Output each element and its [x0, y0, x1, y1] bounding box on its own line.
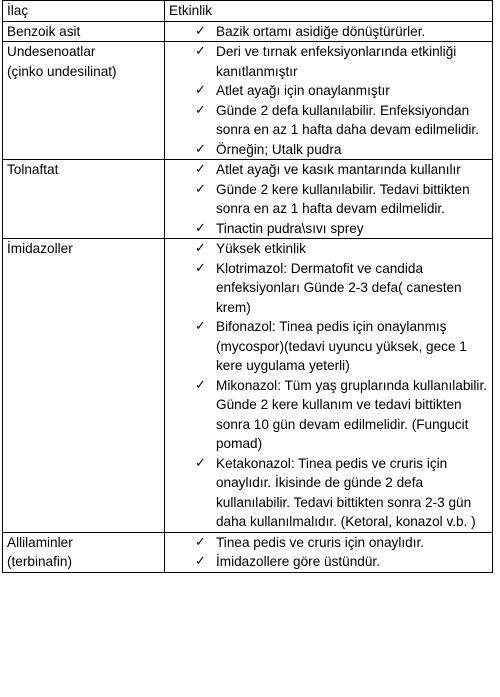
table-row [3, 21, 493, 42]
effect-list [169, 160, 492, 238]
table-row [3, 160, 493, 239]
effect-list [169, 42, 492, 159]
effect-cell [165, 21, 493, 42]
check-mark-icon: ✓ [195, 260, 206, 276]
check-mark-icon: ✓ [195, 455, 206, 471]
effect-list [169, 533, 492, 572]
effect-text: Ketakonazol: Tinea pedis ve cruris için onaylıdır. İkisinde de günde 2 defa kullanılabilir. Tedavi bittikten sonra 2-3 gün daha kullanılmalıdır. (Ketoral, konazol v.b. ) [216, 455, 476, 529]
check-mark-icon: ✓ [195, 377, 206, 393]
list-item [169, 552, 492, 572]
drug-subtitle: (çinko undesilinat) [7, 63, 117, 79]
check-mark-icon: ✓ [195, 319, 206, 334]
list-item [169, 42, 492, 81]
check-mark-icon: ✓ [195, 23, 206, 39]
list-item [169, 317, 492, 376]
list-item [169, 376, 492, 454]
header-drug: İlaç [3, 1, 165, 22]
list-item [169, 160, 492, 180]
check-mark-icon: ✓ [195, 220, 206, 236]
list-item [169, 101, 492, 140]
effect-text: Bifonazol: Tinea pedis için onaylanmış (mycospor)(tedavi uyuncu yüksek, gece 1 kere uygulama yeterli) [216, 319, 467, 373]
check-mark-icon: ✓ [195, 141, 206, 157]
check-mark-icon: ✓ [195, 102, 206, 118]
drug-name: Allilaminler [7, 534, 73, 550]
effect-text: Yüksek etkinlik [216, 241, 306, 256]
effect-text: Bazik ortamı asidiğe dönüştürürler. [216, 23, 426, 39]
table-row [3, 239, 493, 533]
effect-cell [165, 239, 493, 533]
list-item [169, 140, 492, 160]
effect-text: Atlet ayağı için onaylanmıştır [216, 83, 390, 98]
drug-subtitle: (terbinafin) [7, 554, 72, 569]
drug-name: Benzoik asit [7, 23, 81, 39]
check-mark-icon: ✓ [195, 83, 206, 98]
drug-name: Tolnaftat [7, 162, 59, 177]
check-mark-icon: ✓ [195, 44, 206, 59]
list-item [169, 454, 492, 532]
check-mark-icon: ✓ [195, 162, 206, 177]
check-mark-icon: ✓ [195, 554, 206, 569]
drug-name: Undesenoatlar [7, 44, 96, 59]
effect-text: Klotrimazol: Dermatofit ve candida enfeksiyonları Günde 2-3 defa( canesten krem) [216, 260, 462, 315]
table-header-row [3, 1, 493, 22]
check-mark-icon: ✓ [195, 534, 206, 550]
drug-cell [3, 532, 165, 572]
drug-cell [3, 160, 165, 239]
antifungal-drug-table [2, 0, 493, 573]
check-mark-icon: ✓ [195, 181, 206, 197]
list-item [169, 22, 492, 42]
effect-text: Atlet ayağı ve kasık mantarında kullanılır [216, 162, 461, 177]
table-row [3, 42, 493, 160]
table-row [3, 532, 493, 572]
effect-cell [165, 160, 493, 239]
effect-text: Tinactin pudra\sıvı sprey [216, 220, 364, 236]
effect-cell [165, 42, 493, 160]
drug-cell [3, 239, 165, 533]
effect-text: Tinea pedis ve cruris için onaylıdır. [216, 534, 425, 550]
effect-cell [165, 532, 493, 572]
effect-list [169, 239, 492, 532]
drug-cell [3, 21, 165, 42]
list-item [169, 219, 492, 239]
drug-name: İmidazoller [7, 241, 73, 256]
list-item [169, 259, 492, 318]
header-effect: Etkinlik [165, 1, 493, 22]
effect-text: Örneğin; Utalk pudra [216, 141, 342, 157]
list-item [169, 239, 492, 259]
effect-text: İmidazollere göre üstündür. [216, 554, 380, 569]
table-body [3, 21, 493, 572]
effect-text: Günde 2 kere kullanılabilir. Tedavi bittikten sonra en az 1 hafta devam edilmelidir. [216, 181, 470, 216]
effect-text: Deri ve tırnak enfeksiyonlarında etkinliği kanıtlanmıştır [216, 44, 457, 79]
effect-text: Mikonazol: Tüm yaş gruplarında kullanılabilir. Günde 2 kere kullanım ve tedavi bittikten sonra 10 gün devam edilmelidir. (Fungucit pomad) [216, 377, 487, 451]
list-item [169, 180, 492, 219]
drug-cell [3, 42, 165, 160]
list-item [169, 533, 492, 553]
check-mark-icon: ✓ [195, 241, 206, 256]
list-item [169, 81, 492, 101]
effect-list [169, 22, 492, 42]
effect-text: Günde 2 defa kullanılabilir. Enfeksiyondan sonra en az 1 hafta daha devam edilmelidir. [216, 102, 479, 137]
